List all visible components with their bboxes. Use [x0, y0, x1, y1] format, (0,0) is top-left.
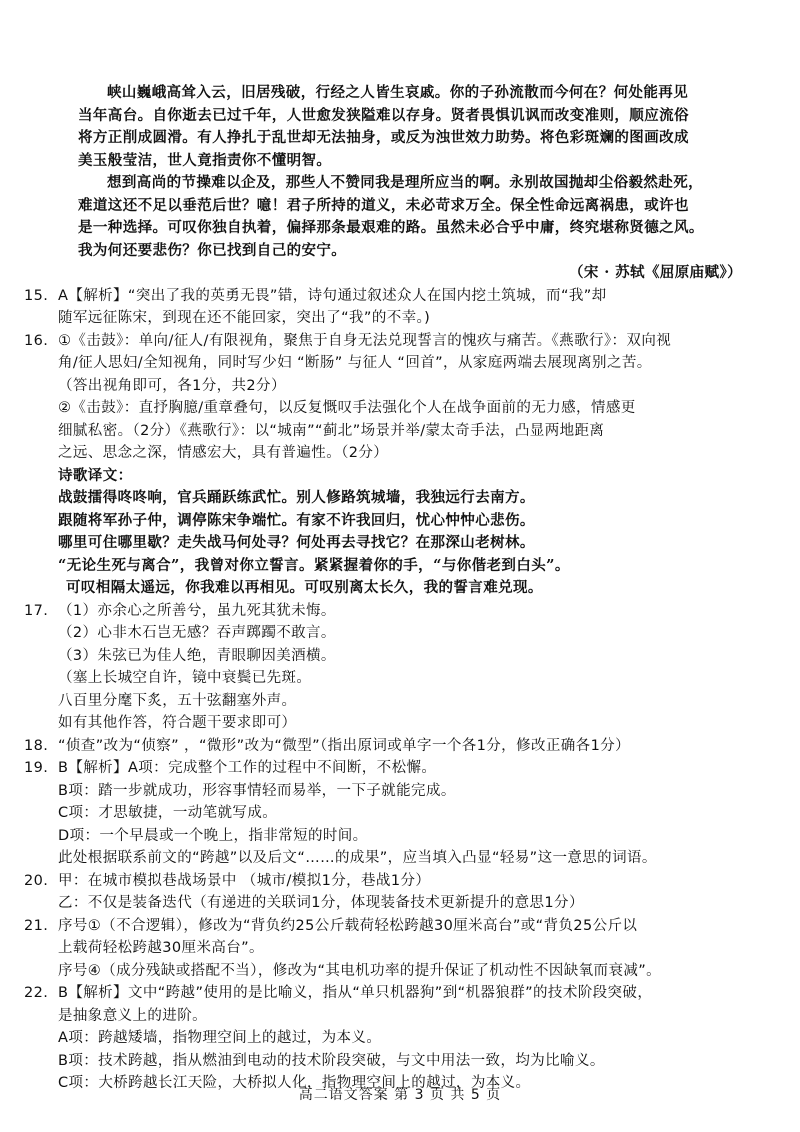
question-19	[24, 757, 754, 870]
answer-line: 上载荷轻松跨越30厘米高台”。	[58, 940, 264, 956]
question-number: 16.	[24, 332, 49, 349]
prose-line: 峡山巍峨高耸入云，旧居残破，行经之人皆生哀戚。你的子孙流散而今何在？何处能再见	[107, 84, 689, 101]
question-22	[24, 982, 754, 1095]
answer-line: 是抽象意义上的进阶。	[58, 1007, 207, 1024]
answer-line: ①《击鼓》：单向/征人/有限视角，聚焦于自身无法兑现誓言的愧疚与痛苦。《燕歌行》：双向视	[58, 332, 672, 349]
question-number: 18.	[24, 737, 49, 754]
answer-line: 序号④（成分残缺或搭配不当），修改为“其电机功率的提升保证了机动性不因缺氧而衰减”。	[58, 962, 662, 979]
question-number: 19.	[24, 760, 49, 776]
question-17	[24, 600, 754, 735]
answer-line: （答出视角即可，各1分，共2分）	[58, 377, 286, 394]
answer-line: A【解析】“突出了我的英勇无畏”错，诗句通过叙述众人在国内挖土筑城，而“我”却	[58, 287, 607, 304]
answer-line: B项：技术跨越，指从燃油到电动的技术阶段突破，与文中用法一致，均为比喻义。	[58, 1052, 605, 1069]
answer-line: （1）亦余心之所善兮，虽九死其犹未悔。	[58, 602, 336, 619]
prose-line: 美玉般莹洁，世人竟指责你不懂明智。	[78, 151, 332, 169]
answer-line: 细腻私密。（2分）《燕歌行》：以“城南”“蓟北”场景并举/蒙太奇手法，凸显两地距离	[58, 422, 605, 439]
answer-line: 此处根据联系前文的“跨越”以及后文“……的成果”，应当填入凸显“轻易”这一意思的词语。	[58, 850, 657, 866]
answer-line: C项：大桥跨越长江天险，大桥拟人化，指物理空间上的越过，为本义。	[58, 1075, 531, 1091]
answer-line: “侦查”改为“侦察” ，“微形”改为“微型”（指出原词或单字一个各1分，修改正确各1分）	[58, 737, 631, 754]
answer-line: 序号①（不合逻辑），修改为“背负约25公斤载荷轻松跨越30厘米高台”或“背负25公斤以	[58, 917, 638, 934]
question-number: 15.	[24, 287, 49, 304]
answer-line: A项：跨越矮墙，指物理空间上的越过，为本义。	[58, 1030, 382, 1046]
translation-title: 诗歌译文：	[58, 467, 133, 484]
question-20	[24, 870, 754, 915]
question-16	[24, 330, 754, 600]
answer-line: （塞上长城空自许，镜中衰鬓已先斑。	[58, 670, 312, 686]
translation-line: 哪里可住哪里歇？走失战马何处寻？何处再去寻找它？在那深山老树林。	[58, 534, 535, 551]
answer-line: 如有其他作答，符合题干要求即可）	[58, 715, 297, 731]
answer-line: 八百里分麾下炙，五十弦翻塞外声。	[58, 692, 297, 709]
prose-translation	[78, 82, 754, 285]
question-18	[24, 735, 754, 758]
prose-line: 将方正削成圆滑。有人挣扎于乱世却无法抽身，或反为浊世效力助势。将色彩斑斓的图画改成	[78, 129, 689, 146]
answer-line: B项：踏一步就成功，形容事情轻而易举，一下子就能完成。	[58, 782, 456, 799]
answers	[24, 285, 754, 1095]
answer-line: 角/征人思妇/全知视角，同时写少妇 “断肠” 与征人 “回首”，从家庭两端去展现离别之苦。	[58, 355, 652, 371]
prose-line: 我为何还要悲伤？你已找到自己的安宁。	[78, 241, 347, 259]
answer-line: B【解析】A项：完成整个工作的过程中不间断，不松懈。	[58, 760, 437, 776]
question-number: 20.	[24, 872, 49, 889]
answer-line: ②《击鼓》：直抒胸臆/重章叠句，以反复慨叹手法强化个人在战争面前的无力感，情感更	[58, 400, 636, 416]
answer-line: 随军远征陈宋，到现在还不能回家，突出了“我”的不幸。)	[58, 310, 431, 326]
question-15	[24, 285, 754, 330]
answer-line: 乙：不仅是装备迭代（有递进的关联词1分，体现装备技术更新提升的意思1分）	[58, 895, 584, 911]
answer-line: 甲：在城市模拟巷战场景中 （城市/模拟1分，巷战1分）	[58, 872, 431, 889]
question-number: 17.	[24, 602, 49, 619]
answer-line: C项：才思敏捷，一动笔就写成。	[58, 805, 278, 821]
answer-line: （2）心非木石岂无感？吞声踯躅不敢言。	[58, 625, 336, 641]
prose-line: 想到高尚的节操难以企及，那些人不赞同我是理所应当的啊。永别故国抛却尘俗毅然赴死，	[107, 174, 703, 191]
question-number: 21.	[24, 917, 49, 934]
question-number: 22.	[24, 985, 49, 1001]
prose-line: 当年高台。自你逝去已过千年，人世愈发狭隘难以存身。贤者畏惧讥讽而改变准则，顺应流俗	[78, 106, 689, 124]
page-footer: 高二语文答案 第 3 页 共 5 页	[298, 1087, 502, 1103]
prose-line: 是一种选择。可叹你独自执着，偏择那条最艰难的路。虽然未必合乎中庸，终究堪称贤德之风。	[78, 219, 704, 236]
answer-line: B【解析】文中“跨越”使用的是比喻义，指从“单只机器狗”到“机器狼群”的技术阶段突破，	[58, 985, 653, 1001]
answer-line: （3）朱弦已为佳人绝，青眼聊因美酒横。	[58, 647, 336, 664]
answer-line: D项：一个早晨或一个晚上，指非常短的时间。	[58, 827, 368, 844]
translation-line: 跟随将军孙子仲，调停陈宋争端忙。有家不许我回归，忧心忡忡心悲伤。	[58, 511, 535, 529]
translation-line: 可叹相隔太遥远，你我难以再相见。可叹别离太长久，我的誓言难兑现。	[66, 579, 543, 596]
answer-line: 之远、思念之深，情感宏大，具有普遍性。（2分）	[58, 445, 389, 461]
prose-attribution: （宋 · 苏轼《屈原庙赋》）	[569, 264, 742, 281]
prose-line: 难道这还不足以垂范后世？噫！君子所持的道义，未必苛求万全。保全性命远离祸患，或许也	[78, 196, 689, 214]
translation-line: “无论生死与离合”，我曾对你立誓言。紧紧握着你的手，“与你偕老到白头”。	[58, 556, 570, 574]
question-21	[24, 915, 754, 983]
translation-line: 战鼓擂得咚咚响，官兵踊跃练武忙。别人修路筑城墙，我独远行去南方。	[58, 489, 535, 506]
